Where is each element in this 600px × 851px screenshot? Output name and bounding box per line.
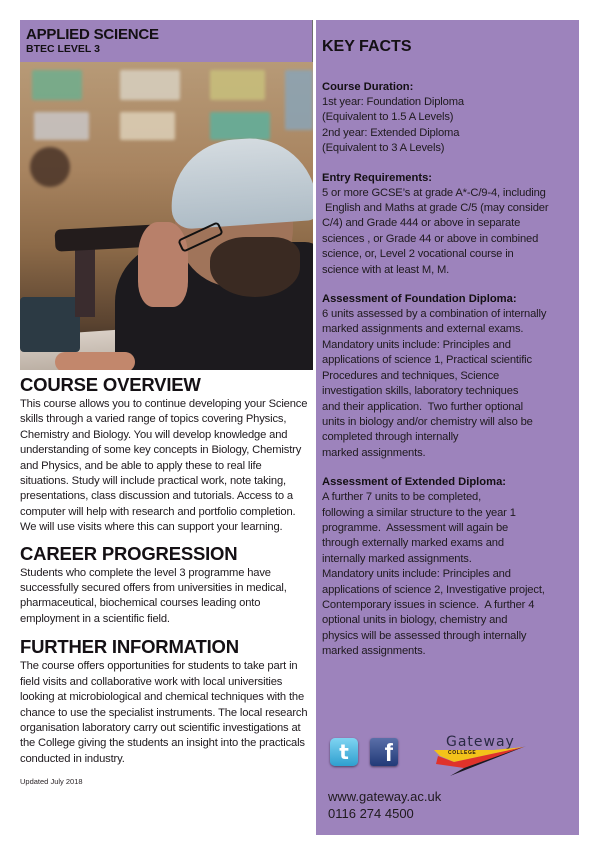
text-line: 5 or more GCSE’s at grade A*-C/9-4, including (322, 186, 546, 199)
text-line: English and Maths at grade C/5 (may consider (322, 202, 549, 215)
student-hand-resting (55, 352, 135, 370)
key-fact-label: Entry Requirements: (322, 171, 433, 184)
key-fact-text (322, 307, 579, 461)
text-line: Mandatory units include: Principles and (322, 338, 511, 351)
contact-info (328, 788, 441, 822)
text-line: (Equivalent to 1.5 A Levels) (322, 111, 454, 124)
text-line: applications of science 1, Practical scientific (322, 354, 532, 367)
logo-tagline: COLLEGE (448, 750, 477, 756)
section-heading: COURSE OVERVIEW (20, 374, 201, 395)
text-line: marked assignments. (322, 446, 426, 459)
website-link[interactable]: www.gateway.ac.uk (328, 789, 442, 804)
social-links (330, 738, 398, 766)
text-line: 6 units assessed by a combination of internally (322, 308, 547, 321)
text-line: marked assignments and external exams. (322, 323, 524, 336)
text-line: science, or, Level 2 vocational course in (322, 248, 514, 261)
key-fact-course-duration (322, 80, 579, 157)
text-line: Mandatory units include: Principles and (322, 568, 511, 581)
section-heading: CAREER PROGRESSION (20, 542, 238, 564)
section-body: This course allows you to continue developing your Science skills through a varied range of topics covering Physics, Chemistry and Biology. You will develop knowledge and understanding of some key concepts in Biology, Chemistry and Physics, and be able to apply these to real life situations. Study will include practical work, note taking, presentations, class discussion and tutorials. Access to a computer will help with research and portfolio completion. We will use visits where this can support your learning. (20, 398, 308, 534)
facebook-icon[interactable]: f (370, 738, 398, 766)
text-line: investigation skills, laboratory techniques (322, 385, 519, 398)
section-heading: FURTHER INFORMATION (20, 636, 239, 658)
key-fact-text (322, 490, 579, 659)
text-line: (Equivalent to 3 A Levels) (322, 142, 445, 155)
key-fact-label: Assessment of Extended Diploma: (322, 476, 507, 489)
text-line: sciences , or Grade 44 or above in combined (322, 232, 539, 245)
section-body: Students who complete the level 3 programme have successfully secured offers from universities in medical, pharmaceutical, biochemical courses leading onto employment in a scientific field. (20, 566, 287, 625)
key-fact-extended-assessment (322, 475, 579, 659)
student-beard (210, 237, 300, 297)
course-level: BTEC LEVEL 3 (26, 43, 100, 55)
course-title: APPLIED SCIENCE (26, 26, 159, 43)
logo-swoosh-icon (434, 734, 529, 784)
key-fact-entry-requirements (322, 171, 579, 278)
text-line: completed through internally (322, 431, 459, 444)
section-career-progression (20, 544, 313, 628)
text-line: 1st year: Foundation Diploma (322, 96, 464, 108)
text-line: physics will be assessed through internally (322, 629, 527, 642)
key-facts-panel (316, 20, 579, 835)
phone-number: 0116 274 4500 (328, 806, 414, 821)
text-line: programme. Assessment will again be (322, 521, 509, 534)
course-photo (20, 62, 313, 370)
text-line: Procedures and techniques, Science (322, 369, 500, 382)
key-fact-text (322, 95, 579, 157)
key-facts-title: KEY FACTS (322, 38, 412, 55)
key-fact-label: Assessment of Foundation Diploma: (322, 293, 517, 306)
section-course-overview (20, 375, 313, 536)
twitter-icon[interactable]: t (330, 738, 358, 766)
key-fact-label: Course Duration: (322, 81, 414, 93)
updated-date: Updated July 2018 (20, 777, 83, 787)
left-column (20, 20, 313, 786)
microscope-base (20, 297, 80, 352)
gateway-college-logo (434, 734, 529, 784)
text-line: science with at least M, M. (322, 263, 450, 276)
microscope-stand (75, 247, 95, 317)
section-further-information (20, 637, 313, 767)
title-banner (20, 20, 313, 62)
text-line: through externally marked exams and (322, 537, 504, 550)
key-fact-foundation-assessment (322, 292, 579, 461)
text-line: 2nd year: Extended Diploma (322, 126, 460, 139)
section-body: The course offers opportunities for students to take part in field visits and collaborative work with local universities looking at microbiological and chemical techniques with the chance to use the specialist instruments. The local research organisation laboratory carry out scientific investigations at the College giving the students an insight into the practicals conducted in industry. (20, 660, 308, 765)
text-line: Contemporary issues in science. A further 4 (322, 598, 535, 611)
text-line: following a similar structure to the year 1 (322, 506, 516, 519)
text-line: applications of science 2, Investigative project, (322, 583, 545, 596)
text-line: and their application. Two further optional (322, 400, 523, 413)
key-fact-text (322, 186, 579, 278)
text-line: A further 7 units to be completed, (322, 491, 482, 504)
text-line: internally marked assignments. (322, 552, 472, 565)
student-cap (167, 134, 313, 230)
text-line: optional units in biology, chemistry and (322, 614, 508, 627)
text-line: marked assignments. (322, 645, 426, 658)
logo-wordmark: Gateway (446, 734, 515, 750)
text-line: units in biology and/or chemistry will also be (322, 415, 533, 428)
student-hand (138, 222, 188, 307)
text-line: C/4) and Grade 444 or above in separate (322, 217, 521, 230)
